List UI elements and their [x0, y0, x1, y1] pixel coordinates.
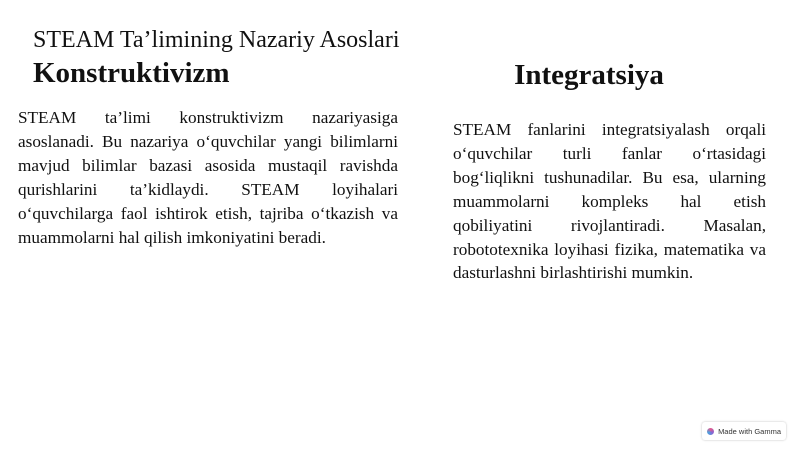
- constructivism-text: STEAM ta’limi konstruktivizm nazariyasiga asoslanadi. Bu nazariya o‘quvchilar yangi bilimlarni mavjud bilimlar bazasi asosida mustaqil ravishda qurishlarini ta’kidlaydi. STEAM loyihalari o‘quvchilarga faol ishtirok etish, tajriba o‘tkazish va muammolarni hal qilish imkoniyatini beradi.: [18, 108, 398, 247]
- badge-label: Made with Gamma: [718, 426, 781, 436]
- gamma-logo-icon: [707, 428, 714, 435]
- integration-text: STEAM fanlarini integratsiyalash orqali o‘quvchilar turli fanlar o‘rtasidagi bog‘liqlikni tushunadilar. Bu esa, ularning muammolarni kompleks hal etish qobiliyatini rivojlantiradi. Masalan, robototexnika loyihasi fizika, matematika va dasturlashni birlashtirishi mumkin.: [453, 120, 766, 283]
- constructivism-heading: Konstruktivizm: [33, 57, 230, 89]
- made-with-gamma-badge[interactable]: [702, 422, 786, 440]
- slide-supertitle: STEAM Ta’limining Nazariy Asoslari: [33, 27, 400, 53]
- integration-heading: Integratsiya: [514, 59, 664, 91]
